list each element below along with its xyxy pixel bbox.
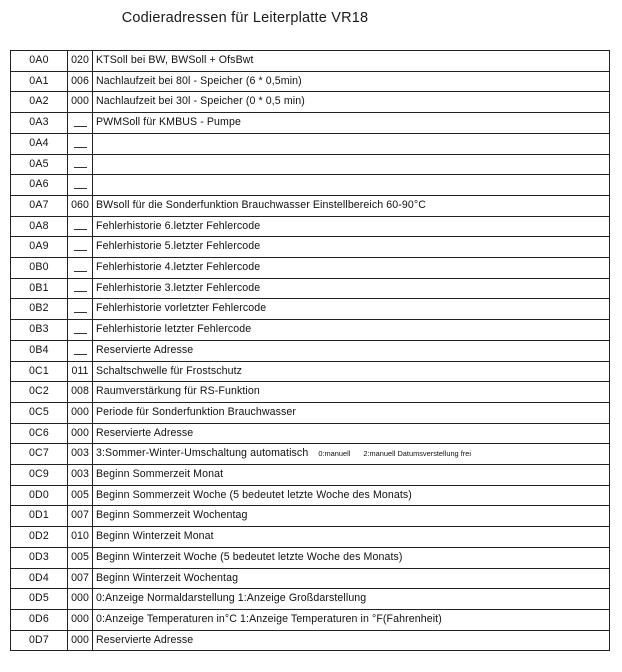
address-cell: 0A2	[11, 92, 68, 113]
address-cell: 0A3	[11, 113, 68, 134]
description-text: 3:Sommer-Winter-Umschaltung automatisch	[96, 447, 309, 460]
address-cell: 0C9	[11, 465, 68, 486]
value-cell	[68, 258, 93, 279]
table-row	[11, 299, 610, 320]
table-row	[11, 465, 610, 486]
address-cell: 0D2	[11, 527, 68, 548]
value-cell	[68, 299, 93, 320]
value-cell	[68, 113, 93, 134]
description-text: Beginn Winterzeit Woche (5 bedeutet letzte Woche des Monats)	[96, 550, 403, 563]
description-text: Fehlerhistorie 6.letzter Fehlercode	[96, 219, 261, 232]
description-text: Nachlaufzeit bei 80l - Speicher (6 * 0,5min)	[96, 74, 302, 87]
value-cell: 060	[68, 195, 93, 216]
value-cell	[68, 175, 93, 196]
value-cell: 011	[68, 361, 93, 382]
empty-value-underline	[74, 229, 87, 230]
address-cell: 0A0	[11, 51, 68, 72]
table-row	[11, 320, 610, 341]
address-cell: 0D4	[11, 568, 68, 589]
table-row	[11, 402, 610, 423]
value-cell: 000	[68, 402, 93, 423]
table-row	[11, 568, 610, 589]
value-cell: 005	[68, 547, 93, 568]
description-cell	[93, 361, 610, 382]
value-cell	[68, 133, 93, 154]
value-cell: 003	[68, 465, 93, 486]
empty-value-underline	[74, 354, 87, 355]
description-text: Beginn Sommerzeit Woche (5 bedeutet letzte Woche des Monats)	[96, 488, 412, 501]
description-note: 2:manuell Datumsverstellung frei	[363, 449, 471, 459]
description-text: Schaltschwelle für Frostschutz	[96, 364, 243, 377]
value-cell: 008	[68, 382, 93, 403]
value-cell: 000	[68, 92, 93, 113]
value-cell: 000	[68, 423, 93, 444]
description-cell	[93, 51, 610, 72]
address-cell: 0A7	[11, 195, 68, 216]
table-row	[11, 506, 610, 527]
empty-value-underline	[74, 312, 87, 313]
value-cell: 005	[68, 485, 93, 506]
address-cell: 0A8	[11, 216, 68, 237]
empty-value-underline	[74, 333, 87, 334]
description-text: Raumverstärkung für RS-Funktion	[96, 385, 260, 398]
value-cell: 006	[68, 71, 93, 92]
description-text: Reservierte Adresse	[96, 426, 194, 439]
value-cell	[68, 154, 93, 175]
value-cell	[68, 237, 93, 258]
description-cell	[93, 527, 610, 548]
document-title: Codieradressen für Leiterplatte VR18	[121, 10, 369, 26]
description-text: Periode für Sonderfunktion Brauchwasser	[96, 405, 296, 418]
table-row	[11, 216, 610, 237]
description-text: Fehlerhistorie vorletzter Fehlercode	[96, 302, 267, 315]
description-cell	[93, 630, 610, 651]
table-row	[11, 547, 610, 568]
description-cell	[93, 278, 610, 299]
description-cell	[93, 609, 610, 630]
description-text: Beginn Sommerzeit Wochentag	[96, 509, 248, 522]
description-cell	[93, 340, 610, 361]
address-cell: 0C7	[11, 444, 68, 465]
empty-value-underline	[74, 250, 87, 251]
description-text: KTSoll bei BW, BWSoll + OfsBwt	[96, 54, 254, 66]
description-cell	[93, 92, 610, 113]
table-row	[11, 51, 610, 72]
description-cell	[93, 299, 610, 320]
value-cell	[68, 278, 93, 299]
description-cell	[93, 485, 610, 506]
address-cell: 0A6	[11, 175, 68, 196]
address-cell: 0B4	[11, 340, 68, 361]
description-text: Reservierte Adresse	[96, 343, 194, 356]
description-cell	[93, 547, 610, 568]
description-cell	[93, 465, 610, 486]
value-cell	[68, 216, 93, 237]
table-row	[11, 278, 610, 299]
value-cell: 020	[68, 51, 93, 72]
description-cell	[93, 402, 610, 423]
address-cell: 0D5	[11, 589, 68, 610]
address-cell: 0C6	[11, 423, 68, 444]
table-row	[11, 71, 610, 92]
table-body	[11, 51, 610, 651]
empty-value-underline	[74, 167, 87, 168]
table-row	[11, 423, 610, 444]
description-cell	[93, 423, 610, 444]
description-cell	[93, 113, 610, 134]
address-cell: 0B1	[11, 278, 68, 299]
description-text: 0:Anzeige Temperaturen in°C 1:Anzeige Temperaturen in °F(Fahrenheit)	[96, 612, 442, 625]
table-row	[11, 527, 610, 548]
description-cell	[93, 382, 610, 403]
table-row	[11, 195, 610, 216]
description-cell	[93, 195, 610, 216]
description-text: 0:Anzeige Normaldarstellung 1:Anzeige Großdarstellung	[96, 592, 367, 605]
address-cell: 0A4	[11, 133, 68, 154]
address-cell: 0A1	[11, 71, 68, 92]
address-cell: 0D0	[11, 485, 68, 506]
description-text: Nachlaufzeit bei 30l - Speicher (0 * 0,5 min)	[96, 95, 305, 108]
table-row	[11, 237, 610, 258]
address-cell: 0C5	[11, 402, 68, 423]
description-text: Beginn Winterzeit Wochentag	[96, 571, 239, 584]
value-cell: 000	[68, 589, 93, 610]
empty-value-underline	[74, 147, 87, 148]
empty-value-underline	[74, 188, 87, 189]
description-text: Fehlerhistorie 4.letzter Fehlercode	[96, 261, 261, 274]
value-cell: 010	[68, 527, 93, 548]
table-row	[11, 175, 610, 196]
table-row	[11, 630, 610, 651]
description-cell	[93, 175, 610, 196]
description-cell	[93, 444, 610, 465]
value-cell: 000	[68, 609, 93, 630]
empty-value-underline	[74, 126, 87, 127]
description-cell	[93, 589, 610, 610]
description-cell	[93, 71, 610, 92]
description-text: Reservierte Adresse	[96, 633, 194, 646]
value-cell: 003	[68, 444, 93, 465]
address-cell: 0D7	[11, 630, 68, 651]
description-cell	[93, 133, 610, 154]
coding-address-table	[10, 50, 610, 651]
description-cell	[93, 568, 610, 589]
description-cell	[93, 320, 610, 341]
address-cell: 0B2	[11, 299, 68, 320]
description-cell	[93, 154, 610, 175]
description-note: 0:manuell	[318, 449, 351, 459]
description-text: BWsoll für die Sonderfunktion Brauchwasser Einstellbereich 60-90°C	[96, 198, 426, 211]
description-text: Beginn Winterzeit Monat	[96, 530, 214, 543]
table-row	[11, 113, 610, 134]
address-cell: 0D1	[11, 506, 68, 527]
table-row	[11, 609, 610, 630]
address-cell: 0C1	[11, 361, 68, 382]
description-text: Fehlerhistorie letzter Fehlercode	[96, 323, 252, 336]
table-row	[11, 589, 610, 610]
table-row	[11, 340, 610, 361]
address-cell: 0C2	[11, 382, 68, 403]
table-row	[11, 92, 610, 113]
value-cell	[68, 340, 93, 361]
table-row	[11, 361, 610, 382]
table-row	[11, 258, 610, 279]
description-cell	[93, 216, 610, 237]
description-cell	[93, 258, 610, 279]
address-cell: 0D3	[11, 547, 68, 568]
description-text: Fehlerhistorie 5.letzter Fehlercode	[96, 240, 261, 253]
value-cell	[68, 320, 93, 341]
table-row	[11, 485, 610, 506]
description-text: Beginn Sommerzeit Monat	[96, 468, 224, 481]
address-cell: 0A5	[11, 154, 68, 175]
value-cell: 000	[68, 630, 93, 651]
value-cell: 007	[68, 568, 93, 589]
table-row	[11, 133, 610, 154]
description-cell	[93, 506, 610, 527]
description-text: PWMSoll für KMBUS - Pumpe	[96, 116, 241, 129]
description-text: Fehlerhistorie 3.letzter Fehlercode	[96, 281, 261, 294]
address-cell: 0B0	[11, 258, 68, 279]
address-cell: 0A9	[11, 237, 68, 258]
address-cell: 0D6	[11, 609, 68, 630]
address-cell: 0B3	[11, 320, 68, 341]
value-cell: 007	[68, 506, 93, 527]
table-row	[11, 444, 610, 465]
table-row	[11, 154, 610, 175]
empty-value-underline	[74, 271, 87, 272]
description-cell	[93, 237, 610, 258]
table-row	[11, 382, 610, 403]
empty-value-underline	[74, 291, 87, 292]
